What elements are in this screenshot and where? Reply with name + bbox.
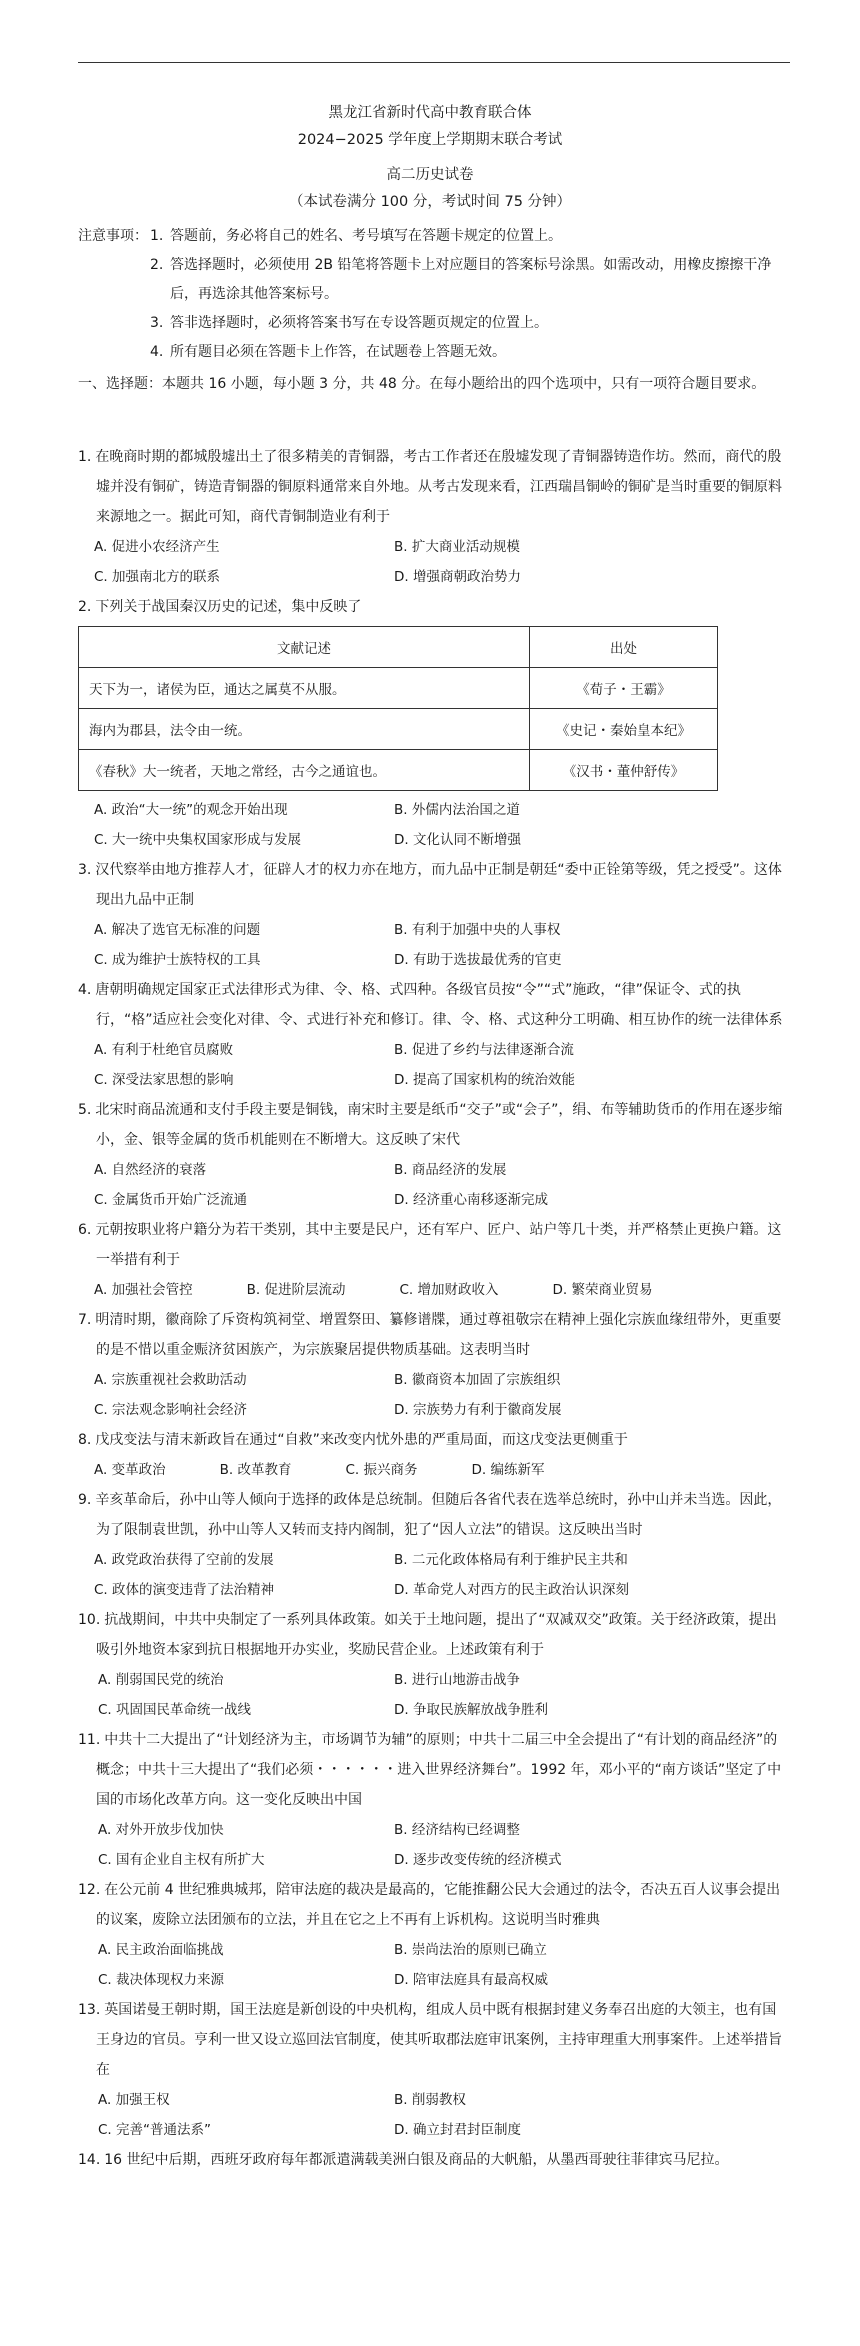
option-list: [78, 795, 790, 855]
answer-option: C. 国有企业自主权有所扩大: [98, 1852, 265, 1868]
subject-title: 高二历史试卷: [386, 167, 474, 183]
question: [78, 2145, 790, 2175]
question: [78, 1425, 790, 1485]
question: [78, 1995, 790, 2145]
question-stem: [78, 1095, 790, 1155]
answer-option: D. 争取民族解放战争胜利: [394, 1702, 548, 1718]
question: [78, 1305, 790, 1425]
question-number: 12.: [78, 1882, 101, 1898]
question-number: 13.: [78, 2002, 101, 2018]
question-stem: [78, 2145, 790, 2175]
question-number: 10.: [78, 1612, 101, 1628]
question-stem: [78, 592, 790, 622]
answer-option: A. 自然经济的衰落: [94, 1162, 207, 1178]
question-stem: [78, 1875, 790, 1935]
note-text: 答选择题时，必须使用 2B 铅笔将答题卡上对应题目的答案标号涂黑。如需改动，用橡皮擦擦干净后，再选涂其他答案标号。: [170, 257, 772, 302]
question: [78, 442, 790, 592]
question-text: 下列关于战国秦汉历史的记述，集中反映了: [95, 599, 362, 615]
question-number: 9.: [78, 1492, 92, 1508]
option-list: [78, 532, 790, 592]
option-list: [78, 1455, 790, 1485]
question-number: 7.: [78, 1312, 92, 1328]
option-list: [78, 1665, 790, 1725]
answer-option: A. 促进小农经济产生: [94, 539, 220, 555]
answer-option: C. 巩固国民革命统一战线: [98, 1702, 252, 1718]
answer-option: A. 对外开放步伐加快: [98, 1822, 224, 1838]
note-item: [78, 222, 790, 251]
answer-option: A. 解决了选官无标准的问题: [94, 922, 261, 938]
answer-option: B. 削弱教权: [394, 2092, 466, 2108]
question-text: 元朝按职业将户籍分为若干类别，其中主要是民户，还有军户、匠户、站户等几十类，并严格禁止更换户籍。这一举措有利于: [95, 1222, 782, 1268]
table-cell-quote: 《春秋》大一统者，天地之常经，古今之通谊也。: [79, 750, 530, 791]
question: [78, 1875, 790, 1995]
question-stem: [78, 1485, 790, 1545]
answer-option: B. 经济结构已经调整: [394, 1822, 520, 1838]
answer-option: D. 繁荣商业贸易: [552, 1282, 653, 1298]
question-number: 5.: [78, 1102, 92, 1118]
answer-option: A. 变革政治: [94, 1462, 166, 1478]
table-row: [79, 709, 718, 750]
table-row: [79, 750, 718, 791]
answer-option: B. 改革教育: [219, 1462, 292, 1478]
answer-option: D. 逐步改变传统的经济模式: [394, 1852, 562, 1868]
question-stem: [78, 855, 790, 915]
answer-option: B. 有利于加强中央的人事权: [394, 922, 561, 938]
question-stem: [78, 1305, 790, 1365]
question-number: 2.: [78, 599, 92, 615]
option-list: [78, 1275, 790, 1305]
answer-option: D. 有助于选拔最优秀的官吏: [394, 952, 562, 968]
notes-block: [78, 222, 790, 367]
note-item: [78, 338, 790, 367]
answer-option: B. 进行山地游击战争: [394, 1672, 520, 1688]
table-header-cell: 文献记述: [79, 627, 530, 668]
answer-option: B. 扩大商业活动规模: [394, 539, 520, 555]
answer-option: B. 促进阶层流动: [246, 1282, 346, 1298]
note-text: 答题前，务必将自己的姓名、考号填写在答题卡规定的位置上。: [170, 228, 562, 244]
answer-option: D. 宗族势力有利于徽商发展: [394, 1402, 562, 1418]
table-header-cell: 出处: [530, 627, 718, 668]
option-list: [78, 1035, 790, 1095]
note-number: 2.: [150, 257, 164, 273]
question-text: 戊戌变法与清末新政旨在通过“自救”来改变内忧外患的严重局面，而这戊变法更侧重于: [95, 1432, 628, 1448]
question-number: 3.: [78, 862, 92, 878]
note-item: [78, 251, 790, 309]
question: [78, 1725, 790, 1875]
question-number: 1.: [78, 449, 92, 465]
answer-option: D. 编练新军: [471, 1462, 545, 1478]
note-item: [78, 309, 790, 338]
answer-option: B. 崇尚法治的原则已确立: [394, 1942, 547, 1958]
question: [78, 855, 790, 975]
question-text: 唐朝明确规定国家正式法律形式为律、令、格、式四种。各级官员按“令”“式”施政，“律”保证令、式的执行，“格”适应社会变化对律、令、式进行补充和修订。律、令、格、式这种分工明确、相互协作的统一法律体系: [95, 982, 783, 1028]
question-list: [78, 442, 790, 2175]
answer-option: B. 促进了乡约与法律逐渐合流: [394, 1042, 574, 1058]
question-stem: [78, 1725, 790, 1815]
notes-row: [78, 338, 790, 367]
note-number: 4.: [150, 344, 164, 360]
notes-row: [78, 309, 790, 338]
answer-option: B. 商品经济的发展: [394, 1162, 507, 1178]
section-heading: 一、选择题：本题共 16 小题，每小题 3 分，共 48 分。在每小题给出的四个选项中，只有一项符合题目要求。: [78, 376, 766, 392]
option-list: [78, 1935, 790, 1995]
notes-row: [78, 222, 790, 251]
question-number: 11.: [78, 1732, 101, 1748]
question-stem: [78, 975, 790, 1035]
question-text: 北宋时商品流通和支付手段主要是铜钱，南宋时主要是纸币“交子”或“会子”，绢、布等辅助货币的作用在逐步缩小，金、银等金属的货币机能则在不断增大。这反映了宋代: [95, 1102, 783, 1148]
question: [78, 1485, 790, 1605]
table-cell-quote: 海内为郡县，法令由一统。: [79, 709, 530, 750]
answer-option: B. 徽商资本加固了宗族组织: [394, 1372, 561, 1388]
answer-option: C. 大一统中央集权国家形成与发展: [94, 832, 302, 848]
option-list: [78, 1545, 790, 1605]
question-text: 英国诺曼王朝时期，国王法庭是新创设的中央机构，组成人员中既有根据封建义务奉召出庭的大领主，也有国王身边的官员。亨利一世又设立巡回法官制度，使其听取郡法庭审讯案例，主持审理重大刑事案件。上述举措旨在: [96, 2002, 782, 2078]
question-number: 8.: [78, 1432, 92, 1448]
question-stem: [78, 1215, 790, 1275]
option-list: [78, 1365, 790, 1425]
answer-option: A. 宗族重视社会救助活动: [94, 1372, 247, 1388]
exam-meta: （本试卷满分 100 分，考试时间 75 分钟）: [288, 194, 572, 210]
answer-option: D. 革命党人对西方的民主政治认识深刻: [394, 1582, 629, 1598]
answer-option: D. 经济重心南移逐渐完成: [394, 1192, 548, 1208]
answer-option: D. 提高了国家机构的统治效能: [394, 1072, 575, 1088]
option-list: [78, 1155, 790, 1215]
exam-header: [0, 100, 860, 216]
table-cell-source: 《汉书・董仲舒传》: [530, 750, 718, 791]
table-row: [79, 668, 718, 709]
question-text: 在晚商时期的都城殷墟出土了很多精美的青铜器，考古工作者还在殷墟发现了青铜器铸造作坊。然而，商代的殷墟并没有铜矿，铸造青铜器的铜原料通常来自外地。从考古发现来看，江西瑞昌铜岭的铜矿是当时重要的铜原料来源地之一。据此可知，商代青铜制造业有利于: [95, 449, 782, 525]
note-number: 1.: [150, 228, 164, 244]
note-text: 答非选择题时，必须将答案书写在专设答题页规定的位置上。: [170, 315, 548, 331]
answer-option: B. 二元化政体格局有利于维护民主共和: [394, 1552, 628, 1568]
answer-option: C. 振兴商务: [345, 1462, 418, 1478]
answer-option: C. 成为维护士族特权的工具: [94, 952, 261, 968]
option-list: [78, 915, 790, 975]
answer-option: C. 裁决体现权力来源: [98, 1972, 225, 1988]
answer-option: A. 加强社会管控: [94, 1282, 193, 1298]
answer-option: C. 政体的演变违背了法治精神: [94, 1582, 275, 1598]
answer-option: A. 加强王权: [98, 2092, 170, 2108]
answer-option: C. 完善“普通法系”: [98, 2122, 211, 2138]
option-list: [78, 1815, 790, 1875]
answer-option: A. 政治“大一统”的观念开始出现: [94, 802, 288, 818]
question: [78, 1095, 790, 1215]
question-text: 辛亥革命后，孙中山等人倾向于选择的政体是总统制。但随后各省代表在选举总统时，孙中山并未当选。因此，为了限制袁世凯，孙中山等人又转而支持内阁制，犯了“因人立法”的错误。这反映出当时: [95, 1492, 782, 1538]
question-stem: [78, 442, 790, 532]
answer-option: A. 削弱国民党的统治: [98, 1672, 224, 1688]
header-rule: [78, 62, 790, 63]
notes-label: 注意事项：: [78, 228, 148, 244]
question: [78, 975, 790, 1095]
answer-option: B. 外儒内法治国之道: [394, 802, 520, 818]
org-name: 黑龙江省新时代高中教育联合体: [328, 105, 532, 121]
table-cell-quote: 天下为一，诸侯为臣，通达之属莫不从服。: [79, 668, 530, 709]
question-text: 明清时期，徽商除了斥资构筑祠堂、增置祭田、纂修谱牒，通过尊祖敬宗在精神上强化宗族血缘纽带外，更重要的是不惜以重金赈济贫困族产，为宗族聚居提供物质基础。这表明当时: [95, 1312, 782, 1358]
note-number: 3.: [150, 315, 164, 331]
question: [78, 1215, 790, 1305]
answer-option: C. 宗法观念影响社会经济: [94, 1402, 248, 1418]
notes-row: [78, 251, 790, 309]
answer-option: A. 民主政治面临挑战: [98, 1942, 224, 1958]
note-text: 所有题目必须在答题卡上作答，在试题卷上答题无效。: [170, 344, 506, 360]
question: [78, 592, 790, 855]
table-cell-source: 《荀子・王霸》: [530, 668, 718, 709]
option-list: [78, 2085, 790, 2145]
answer-option: A. 有利于杜绝官员腐败: [94, 1042, 234, 1058]
question-number: 14.: [78, 2152, 101, 2168]
question: [78, 1605, 790, 1725]
question-text: 抗战期间，中共中央制定了一系列具体政策。如关于土地问题，提出了“双减双交”政策。关于经济政策，提出吸引外地资本家到抗日根据地开办实业，奖励民营企业。上述政策有利于: [96, 1612, 777, 1658]
question-text: 中共十二大提出了“计划经济为主，市场调节为辅”的原则；中共十二届三中全会提出了“有计划的商品经济”的概念；中共十三大提出了“我们必须・・・・・・进入世界经济舞台”。1992 年，邓小平的“南方谈话”坚定了中国的市场化改革方向。这一变化反映出中国: [96, 1732, 782, 1808]
question-text: 在公元前 4 世纪雅典城邦，陪审法庭的裁决是最高的，它能推翻公民大会通过的法令，否决五百人议事会提出的议案，废除立法团颁布的立法，并且在它之上不再有上诉机构。这说明当时雅典: [96, 1882, 781, 1928]
answer-option: C. 金属货币开始广泛流通: [94, 1192, 248, 1208]
question-number: 6.: [78, 1222, 92, 1238]
question-text: 汉代察举由地方推荐人才，征辟人才的权力亦在地方，而九品中正制是朝廷“委中正铨第等级，凭之授受”。这体现出九品中正制: [95, 862, 782, 908]
answer-option: C. 增加财政收入: [399, 1282, 499, 1298]
answer-option: D. 文化认同不断增强: [394, 832, 521, 848]
question-stem: [78, 1995, 790, 2085]
answer-option: D. 陪审法庭具有最高权威: [394, 1972, 548, 1988]
question-stem: [78, 1425, 790, 1455]
table-header-row: [79, 627, 718, 668]
answer-option: D. 增强商朝政治势力: [394, 569, 521, 585]
table-cell-source: 《史记・秦始皇本纪》: [530, 709, 718, 750]
question-number: 4.: [78, 982, 92, 998]
answer-option: A. 政党政治获得了空前的发展: [94, 1552, 274, 1568]
exam-title: 2024−2025 学年度上学期期末联合考试: [297, 132, 563, 148]
source-table: [78, 626, 718, 791]
question-stem: [78, 1605, 790, 1665]
answer-option: C. 加强南北方的联系: [94, 569, 221, 585]
answer-option: C. 深受法家思想的影响: [94, 1072, 234, 1088]
answer-option: D. 确立封君封臣制度: [394, 2122, 521, 2138]
question-text: 16 世纪中后期，西班牙政府每年都派遣满载美洲白银及商品的大帆船，从墨西哥驶往菲律宾马尼拉。: [104, 2152, 729, 2168]
